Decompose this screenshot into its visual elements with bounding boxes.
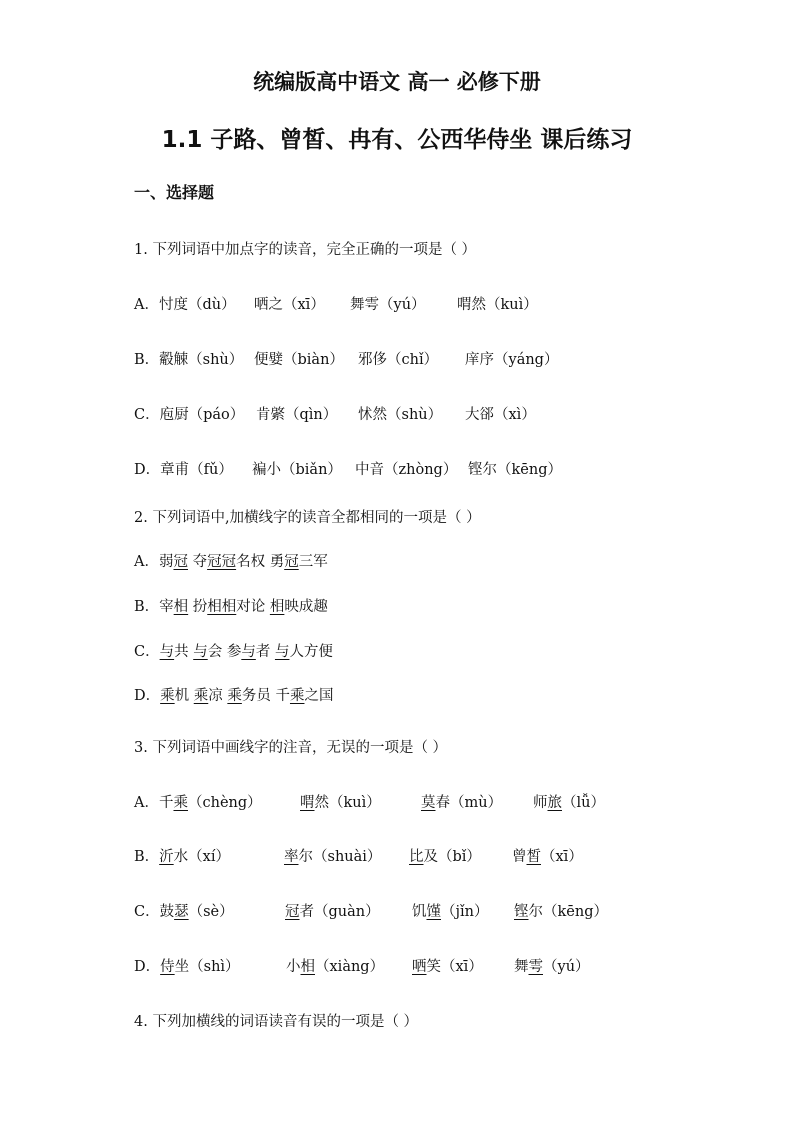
question-2-option-c: C．与共 与会 参与者 与人方便 xyxy=(134,644,333,660)
question-1-option-c: C．庖厨（páo） 肯綮（qìn） 怵然（shù） 大郤（xì） xyxy=(134,407,536,423)
question-3-option-c: C．鼓瑟（sè） 冠者（guàn） 饥馑（jǐn） 铿尔（kēng） xyxy=(134,904,608,920)
question-1-option-a: A．忖度（dù） 哂之（xī） 舞雩（yú） 喟然（kuì） xyxy=(134,297,538,313)
question-1-option-b: B．觳觫（shù） 便嬖（biàn） 邪侈（chǐ） 庠序（yáng） xyxy=(134,352,559,368)
lesson-title: 1.1 子路、曾皙、冉有、公西华侍坐 课后练习 xyxy=(161,127,633,153)
question-1-option-d: D．章甫（fǔ） 褊小（biǎn） 中音（zhòng） 铿尔（kēng） xyxy=(134,462,562,478)
question-3-option-d: D．侍坐（shì） 小相（xiàng） 哂笑（xī） 舞雩（yú） xyxy=(134,959,590,975)
question-1-stem: 1. 下列词语中加点字的读音，完全正确的一项是（ ） xyxy=(134,242,477,258)
question-3-option-a: A．千乘（chèng） 喟然（kuì） 莫春（mù） 师旅（lǚ） xyxy=(134,795,605,811)
question-4-stem: 4. 下列加横线的词语读音有误的一项是（ ） xyxy=(134,1014,419,1030)
question-2-option-b: B．宰相 扮相相对论 相映成趣 xyxy=(134,599,328,615)
question-2-option-a: A．弱冠 夺冠冠名权 勇冠三军 xyxy=(134,554,328,570)
question-2-stem: 2. 下列词语中,加横线字的读音全都相同的一项是（ ） xyxy=(134,510,481,526)
question-2-option-d: D．乘机 乘凉 乘务员 千乘之国 xyxy=(134,688,334,704)
question-3-stem: 3. 下列词语中画线字的注音，无误的一项是（ ） xyxy=(134,740,448,756)
section-heading: 一、选择题 xyxy=(134,183,215,202)
question-3-option-b: B．沂水（xí） 率尔（shuài） 比及（bǐ） 曾皙（xī） xyxy=(134,849,583,865)
document-title: 统编版高中语文 高一 必修下册 xyxy=(253,70,541,94)
